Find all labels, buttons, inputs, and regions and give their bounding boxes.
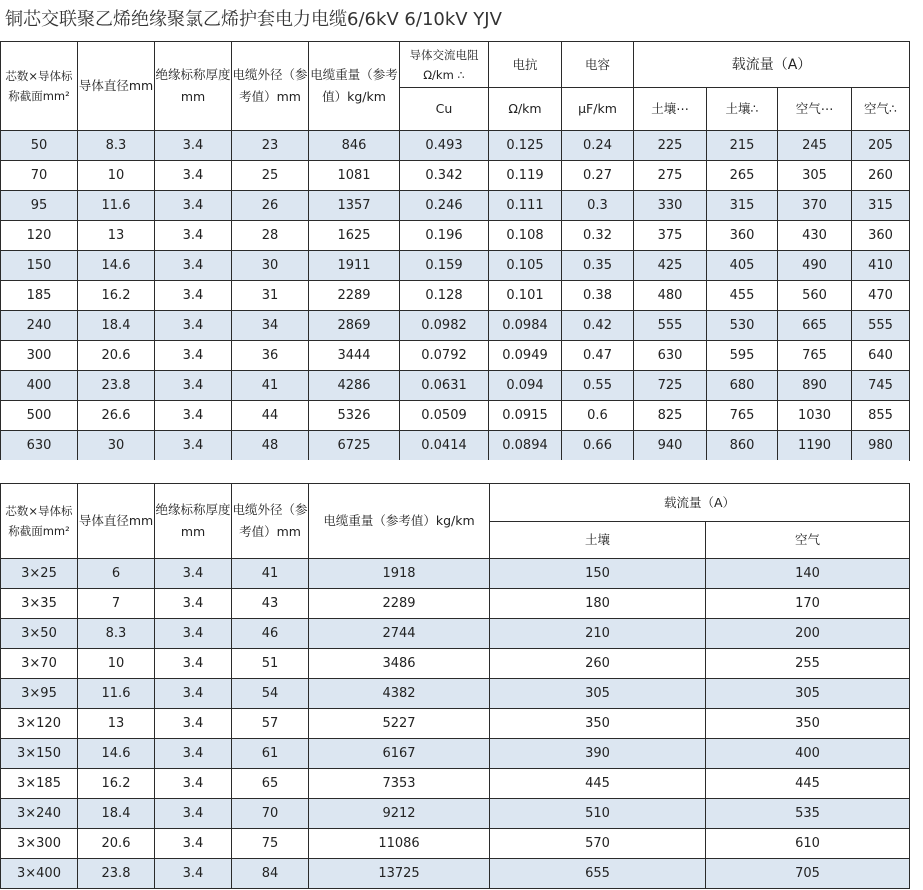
- table-cell: 305: [706, 679, 910, 709]
- yjv-single-core-table: [0, 41, 910, 461]
- table-row: [1, 311, 910, 341]
- table-cell: 0.159: [400, 251, 489, 281]
- table-cell: 430: [778, 221, 852, 251]
- table-cell: 65: [232, 769, 309, 799]
- table-cell: 260: [490, 649, 706, 679]
- table-cell: 23: [232, 131, 309, 161]
- table-cell: 245: [778, 131, 852, 161]
- table-row: [1, 191, 910, 221]
- header-cores: 芯数×导体标称截面mm²: [1, 42, 78, 131]
- table-cell: 3×25: [1, 559, 78, 589]
- table-cell: 655: [490, 859, 706, 889]
- table-cell: 315: [707, 191, 778, 221]
- table-cell: 400: [706, 739, 910, 769]
- table-cell: 120: [1, 221, 78, 251]
- table-cell: 13725: [309, 859, 490, 889]
- table-cell: 140: [706, 559, 910, 589]
- table-cell: 3.4: [155, 559, 232, 589]
- table-cell: 13: [78, 709, 155, 739]
- table-cell: 3×300: [1, 829, 78, 859]
- table-cell: 0.119: [489, 161, 562, 191]
- table-cell: 0.47: [562, 341, 634, 371]
- header-reactance-unit: Ω/km: [489, 88, 562, 131]
- table-cell: 980: [852, 431, 910, 461]
- table-cell: 555: [852, 311, 910, 341]
- table-row: [1, 829, 910, 859]
- table-cell: 300: [1, 341, 78, 371]
- table-cell: 150: [490, 559, 706, 589]
- table-cell: 3.4: [155, 161, 232, 191]
- table-cell: 860: [707, 431, 778, 461]
- table-cell: 445: [490, 769, 706, 799]
- table-cell: 3.4: [155, 401, 232, 431]
- table-cell: 490: [778, 251, 852, 281]
- table-cell: 0.66: [562, 431, 634, 461]
- table-cell: 1081: [309, 161, 400, 191]
- table-cell: 3×150: [1, 739, 78, 769]
- header-ampacity-air-1: 空气⋯: [778, 88, 852, 131]
- table-cell: 3.4: [155, 739, 232, 769]
- table-cell: 2289: [309, 589, 490, 619]
- table-cell: 0.6: [562, 401, 634, 431]
- table-cell: 405: [707, 251, 778, 281]
- table-cell: 11.6: [78, 679, 155, 709]
- table-cell: 3.4: [155, 619, 232, 649]
- table-cell: 3.4: [155, 799, 232, 829]
- table-cell: 610: [706, 829, 910, 859]
- table-cell: 940: [634, 431, 707, 461]
- table-cell: 205: [852, 131, 910, 161]
- yjv-three-core-table: [0, 483, 910, 889]
- table-cell: 400: [1, 371, 78, 401]
- table-cell: 225: [634, 131, 707, 161]
- table-cell: 3.4: [155, 251, 232, 281]
- table-cell: 41: [232, 559, 309, 589]
- table-cell: 680: [707, 371, 778, 401]
- table-cell: 530: [707, 311, 778, 341]
- table-cell: 1918: [309, 559, 490, 589]
- table-cell: 305: [490, 679, 706, 709]
- table-cell: 3.4: [155, 131, 232, 161]
- table-row: [1, 131, 910, 161]
- table-cell: 23.8: [78, 859, 155, 889]
- table-cell: 2289: [309, 281, 400, 311]
- page-title: 铜芯交联聚乙烯绝缘聚氯乙烯护套电力电缆6/6kV 6/10kV YJV: [5, 9, 502, 30]
- header2-outer-diameter: 电缆外径（参考值）mm: [232, 484, 309, 559]
- table-cell: 1625: [309, 221, 400, 251]
- table-cell: 510: [490, 799, 706, 829]
- table-cell: 6167: [309, 739, 490, 769]
- table-cell: 3.4: [155, 649, 232, 679]
- table-cell: 0.196: [400, 221, 489, 251]
- table-row: [1, 709, 910, 739]
- table-row: [1, 679, 910, 709]
- header-conductor-diameter: 导体直径mm: [78, 42, 155, 131]
- table-cell: 410: [852, 251, 910, 281]
- table-cell: 2744: [309, 619, 490, 649]
- table-cell: 1030: [778, 401, 852, 431]
- table-row: [1, 371, 910, 401]
- table-cell: 31: [232, 281, 309, 311]
- table-cell: 51: [232, 649, 309, 679]
- table-cell: 0.24: [562, 131, 634, 161]
- table-cell: 1190: [778, 431, 852, 461]
- table-cell: 455: [707, 281, 778, 311]
- table-cell: 3.4: [155, 859, 232, 889]
- table-cell: 725: [634, 371, 707, 401]
- table-cell: 3×400: [1, 859, 78, 889]
- table-cell: 36: [232, 341, 309, 371]
- table-cell: 480: [634, 281, 707, 311]
- table-cell: 3.4: [155, 769, 232, 799]
- table-cell: 0.55: [562, 371, 634, 401]
- table-cell: 3.4: [155, 341, 232, 371]
- table-cell: 0.128: [400, 281, 489, 311]
- header-capacitance-unit: μF/km: [562, 88, 634, 131]
- table-cell: 360: [852, 221, 910, 251]
- header2-conductor-diameter: 导体直径mm: [78, 484, 155, 559]
- table-cell: 0.3: [562, 191, 634, 221]
- table-cell: 7: [78, 589, 155, 619]
- table-row: [1, 341, 910, 371]
- table-cell: 3444: [309, 341, 400, 371]
- table-cell: 0.32: [562, 221, 634, 251]
- table-cell: 215: [707, 131, 778, 161]
- table-cell: 0.0631: [400, 371, 489, 401]
- table-cell: 4286: [309, 371, 400, 401]
- table-cell: 745: [852, 371, 910, 401]
- header2-ampacity-soil: 土壤: [490, 522, 706, 559]
- table-cell: 375: [634, 221, 707, 251]
- table-cell: 0.0894: [489, 431, 562, 461]
- table-cell: 7353: [309, 769, 490, 799]
- table-cell: 330: [634, 191, 707, 221]
- table-cell: 360: [707, 221, 778, 251]
- table-cell: 3.4: [155, 191, 232, 221]
- table-cell: 0.38: [562, 281, 634, 311]
- table-cell: 61: [232, 739, 309, 769]
- table-cell: 6: [78, 559, 155, 589]
- table-cell: 3.4: [155, 371, 232, 401]
- header2-insulation-thickness: 绝缘标称厚度mm: [155, 484, 232, 559]
- table-cell: 3.4: [155, 311, 232, 341]
- table-cell: 305: [778, 161, 852, 191]
- table-cell: 3.4: [155, 281, 232, 311]
- table-cell: 350: [706, 709, 910, 739]
- table-cell: 20.6: [78, 341, 155, 371]
- table-cell: 3486: [309, 649, 490, 679]
- table-row: [1, 559, 910, 589]
- header-reactance: 电抗: [489, 42, 562, 88]
- table-cell: 570: [490, 829, 706, 859]
- table-cell: 200: [706, 619, 910, 649]
- table-cell: 9212: [309, 799, 490, 829]
- table-cell: 535: [706, 799, 910, 829]
- table-row: [1, 619, 910, 649]
- table-cell: 0.105: [489, 251, 562, 281]
- table-cell: 0.108: [489, 221, 562, 251]
- table-row: [1, 221, 910, 251]
- header-ampacity-soil-2: 土壤∴: [707, 88, 778, 131]
- table-cell: 765: [707, 401, 778, 431]
- table-cell: 75: [232, 829, 309, 859]
- table-cell: 640: [852, 341, 910, 371]
- table-cell: 260: [852, 161, 910, 191]
- header-outer-diameter: 电缆外径（参考值）mm: [232, 42, 309, 131]
- table-cell: 3.4: [155, 829, 232, 859]
- header-weight: 电缆重量（参考值）kg/km: [309, 42, 400, 131]
- table-cell: 6725: [309, 431, 400, 461]
- table-cell: 3×95: [1, 679, 78, 709]
- table-row: [1, 859, 910, 889]
- table-cell: 470: [852, 281, 910, 311]
- table-cell: 390: [490, 739, 706, 769]
- table-cell: 3×185: [1, 769, 78, 799]
- table-cell: 240: [1, 311, 78, 341]
- table-cell: 3×35: [1, 589, 78, 619]
- table-cell: 48: [232, 431, 309, 461]
- table-cell: 46: [232, 619, 309, 649]
- table-cell: 890: [778, 371, 852, 401]
- table-cell: 846: [309, 131, 400, 161]
- table-row: [1, 589, 910, 619]
- table-cell: 25: [232, 161, 309, 191]
- table-cell: 265: [707, 161, 778, 191]
- table-cell: 30: [232, 251, 309, 281]
- table-cell: 0.35: [562, 251, 634, 281]
- table-cell: 275: [634, 161, 707, 191]
- table-cell: 5326: [309, 401, 400, 431]
- table-cell: 14.6: [78, 739, 155, 769]
- table-cell: 11086: [309, 829, 490, 859]
- table-cell: 3×240: [1, 799, 78, 829]
- table-cell: 0.111: [489, 191, 562, 221]
- header-ac-resistance-unit: Cu: [400, 88, 489, 131]
- table-cell: 8.3: [78, 131, 155, 161]
- table-row: [1, 281, 910, 311]
- table-cell: 16.2: [78, 281, 155, 311]
- header-capacitance: 电容: [562, 42, 634, 88]
- table-cell: 185: [1, 281, 78, 311]
- table-cell: 1911: [309, 251, 400, 281]
- table-cell: 3.4: [155, 221, 232, 251]
- table-cell: 0.094: [489, 371, 562, 401]
- table-cell: 170: [706, 589, 910, 619]
- header2-weight: 电缆重量（参考值）kg/km: [309, 484, 490, 559]
- table-cell: 370: [778, 191, 852, 221]
- header2-ampacity: 载流量（A）: [490, 484, 910, 522]
- table-cell: 3×50: [1, 619, 78, 649]
- table-cell: 0.0982: [400, 311, 489, 341]
- table-cell: 43: [232, 589, 309, 619]
- table-row: [1, 431, 910, 461]
- header2-cores: 芯数×导体标称截面mm²: [1, 484, 78, 559]
- table-cell: 630: [1, 431, 78, 461]
- table-cell: 5227: [309, 709, 490, 739]
- table-row: [1, 769, 910, 799]
- table-cell: 30: [78, 431, 155, 461]
- table-cell: 84: [232, 859, 309, 889]
- table-cell: 855: [852, 401, 910, 431]
- table-cell: 0.0984: [489, 311, 562, 341]
- table-cell: 0.42: [562, 311, 634, 341]
- table-row: [1, 739, 910, 769]
- table1-body: [1, 131, 910, 461]
- table-row: [1, 799, 910, 829]
- table-cell: 445: [706, 769, 910, 799]
- table-cell: 3×120: [1, 709, 78, 739]
- table-cell: 13: [78, 221, 155, 251]
- header-ampacity-soil-1: 土壤⋯: [634, 88, 707, 131]
- table-cell: 16.2: [78, 769, 155, 799]
- table-cell: 28: [232, 221, 309, 251]
- table-cell: 595: [707, 341, 778, 371]
- header-ampacity-air-2: 空气∴: [852, 88, 910, 131]
- table2-body: [1, 559, 910, 889]
- header2-ampacity-air: 空气: [706, 522, 910, 559]
- header-ac-resistance: 导体交流电阻Ω/km ∴: [400, 42, 489, 88]
- table-cell: 500: [1, 401, 78, 431]
- table-cell: 26.6: [78, 401, 155, 431]
- table-cell: 3.4: [155, 709, 232, 739]
- table-cell: 44: [232, 401, 309, 431]
- table-cell: 350: [490, 709, 706, 739]
- table-cell: 705: [706, 859, 910, 889]
- table-cell: 41: [232, 371, 309, 401]
- table-cell: 70: [232, 799, 309, 829]
- header-insulation-thickness: 绝缘标称厚度mm: [155, 42, 232, 131]
- table-cell: 11.6: [78, 191, 155, 221]
- table-row: [1, 401, 910, 431]
- table-cell: 630: [634, 341, 707, 371]
- table-cell: 18.4: [78, 799, 155, 829]
- table-cell: 20.6: [78, 829, 155, 859]
- table-cell: 3.4: [155, 589, 232, 619]
- table-cell: 3.4: [155, 679, 232, 709]
- table-cell: 765: [778, 341, 852, 371]
- table-cell: 0.342: [400, 161, 489, 191]
- table-cell: 2869: [309, 311, 400, 341]
- table-cell: 665: [778, 311, 852, 341]
- table-cell: 0.27: [562, 161, 634, 191]
- table-cell: 3.4: [155, 431, 232, 461]
- table-cell: 555: [634, 311, 707, 341]
- table-cell: 95: [1, 191, 78, 221]
- table-cell: 4382: [309, 679, 490, 709]
- table-cell: 0.101: [489, 281, 562, 311]
- table-cell: 70: [1, 161, 78, 191]
- table-cell: 3×70: [1, 649, 78, 679]
- table-cell: 34: [232, 311, 309, 341]
- table-cell: 0.0509: [400, 401, 489, 431]
- table-row: [1, 161, 910, 191]
- table-cell: 255: [706, 649, 910, 679]
- table-cell: 54: [232, 679, 309, 709]
- table-gap: [0, 460, 909, 483]
- table-cell: 825: [634, 401, 707, 431]
- table-cell: 425: [634, 251, 707, 281]
- table-cell: 10: [78, 161, 155, 191]
- table-cell: 315: [852, 191, 910, 221]
- table-cell: 26: [232, 191, 309, 221]
- table-cell: 0.246: [400, 191, 489, 221]
- table-cell: 50: [1, 131, 78, 161]
- table-cell: 8.3: [78, 619, 155, 649]
- table-cell: 0.0915: [489, 401, 562, 431]
- table-cell: 0.125: [489, 131, 562, 161]
- table-cell: 0.0949: [489, 341, 562, 371]
- table-cell: 57: [232, 709, 309, 739]
- table-cell: 0.0414: [400, 431, 489, 461]
- table-cell: 1357: [309, 191, 400, 221]
- table-cell: 10: [78, 649, 155, 679]
- table-cell: 0.493: [400, 131, 489, 161]
- table-row: [1, 649, 910, 679]
- table-cell: 14.6: [78, 251, 155, 281]
- table-cell: 150: [1, 251, 78, 281]
- table-cell: 18.4: [78, 311, 155, 341]
- table-cell: 560: [778, 281, 852, 311]
- header-ampacity: 载流量（A）: [634, 42, 910, 88]
- table-row: [1, 251, 910, 281]
- table-cell: 180: [490, 589, 706, 619]
- table-cell: 210: [490, 619, 706, 649]
- table-cell: 23.8: [78, 371, 155, 401]
- table-cell: 0.0792: [400, 341, 489, 371]
